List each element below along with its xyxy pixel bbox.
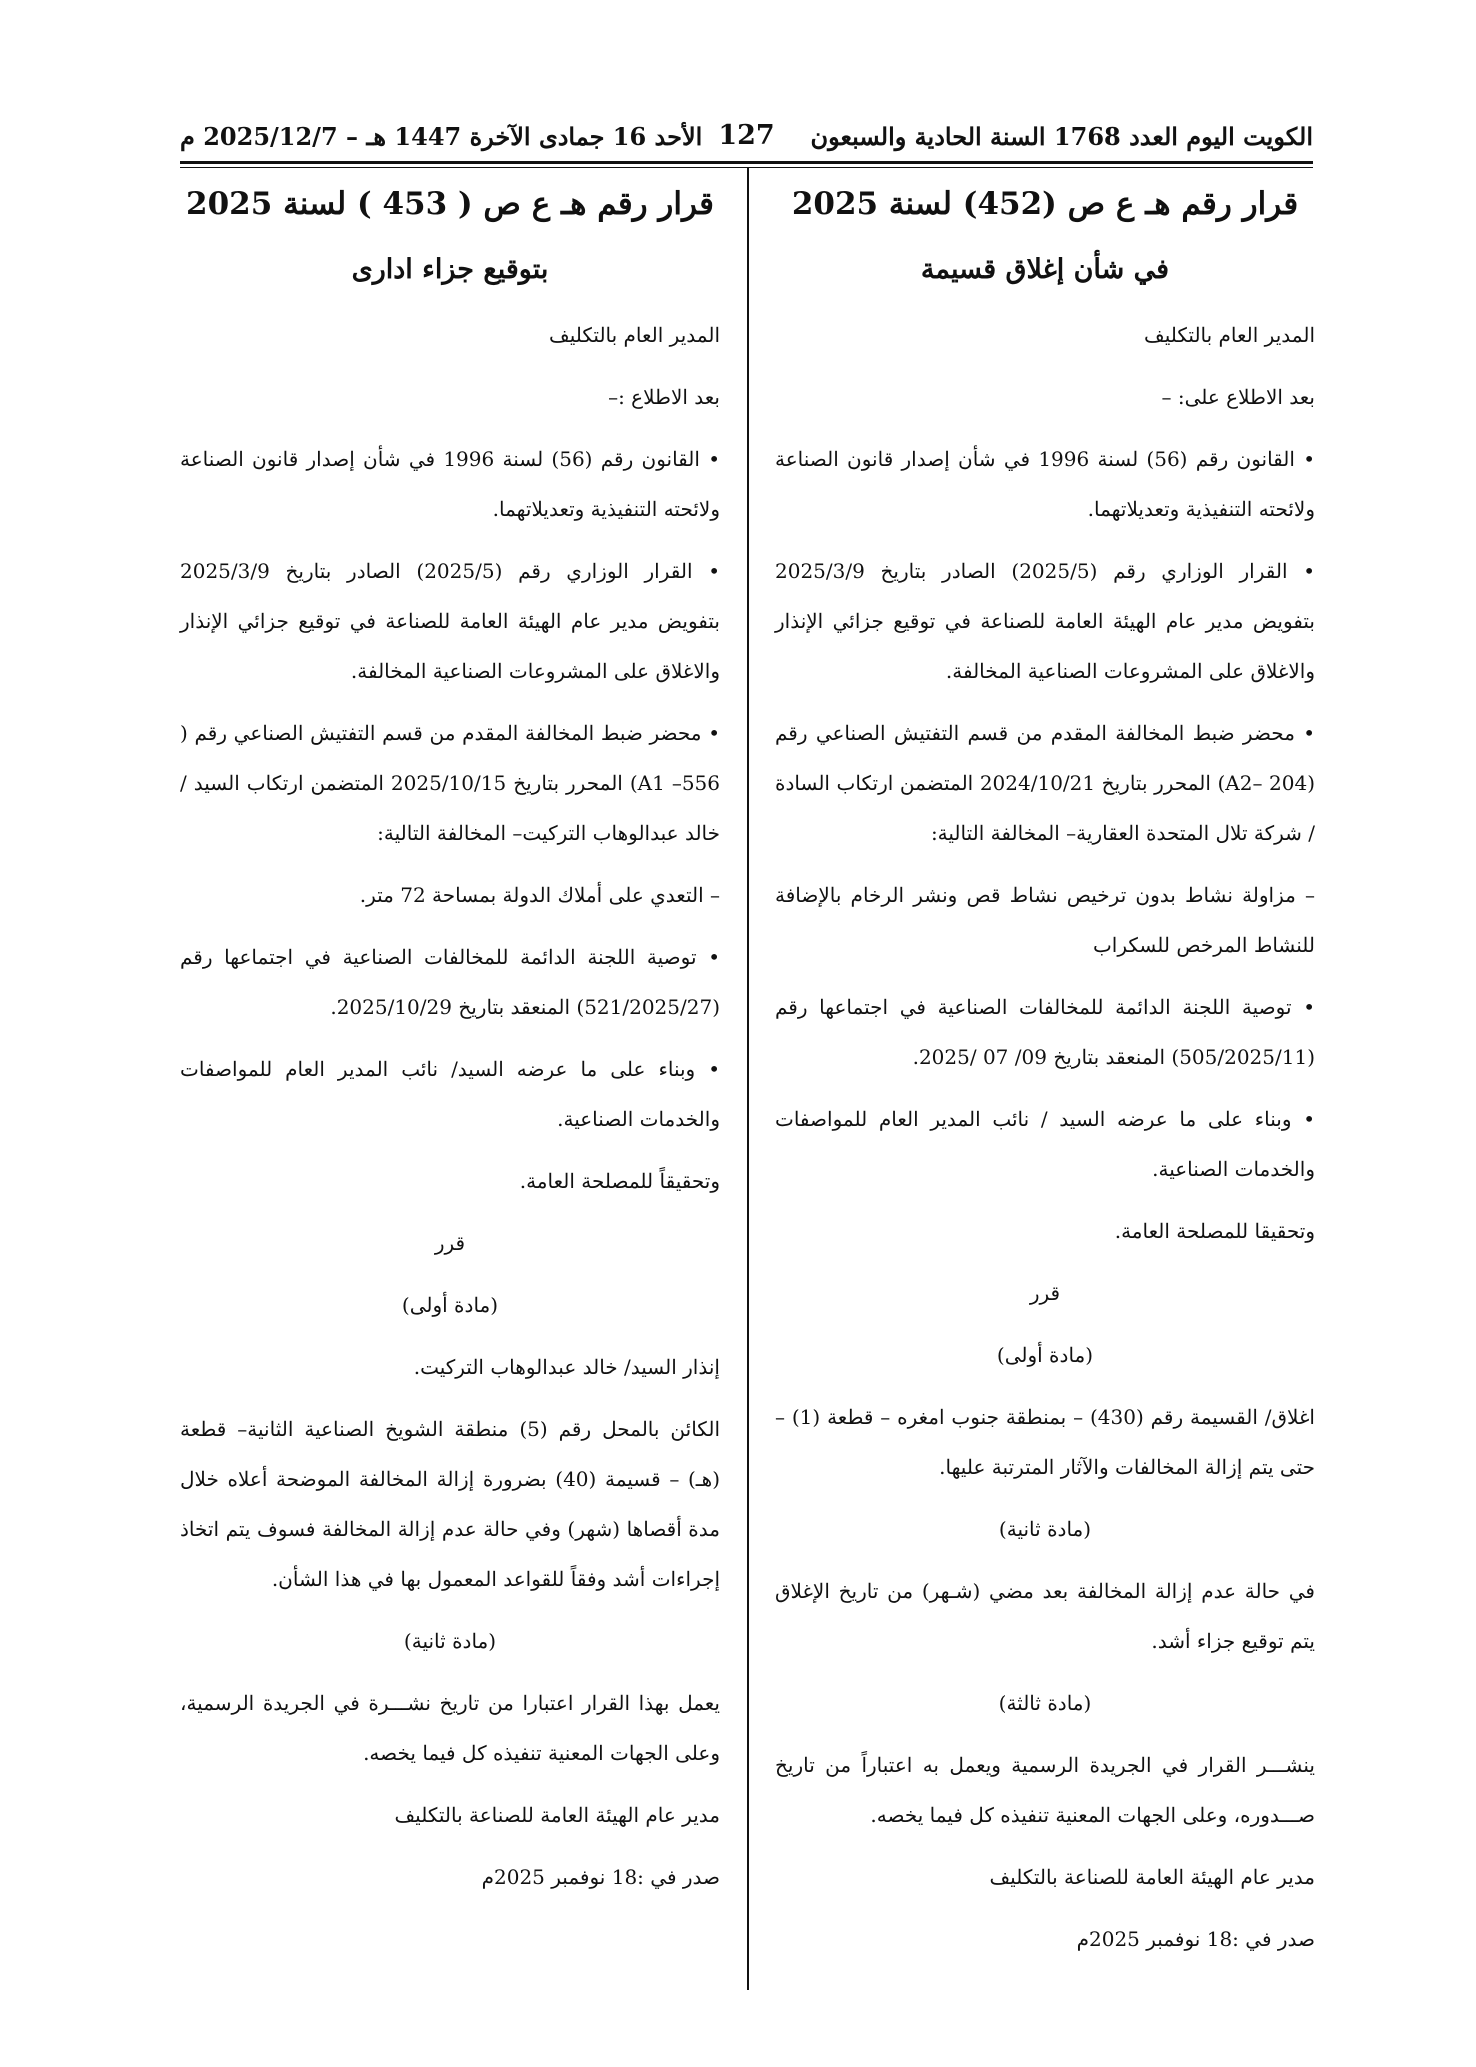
page-header xyxy=(180,118,1313,166)
header-page-number: 127 xyxy=(718,120,775,151)
preamble-line: بعد الاطلاع :– xyxy=(608,385,720,409)
recital-committee: • توصية اللجنة الدائمة للمخالفات الصناعية في اجتماعها رقم (521/2025/27) المنعقد بتاريخ 2025/10/29. xyxy=(180,945,720,1019)
decision-title: قرار رقم هـ ع ص (452) لسنة 2025 xyxy=(791,186,1299,222)
recital-violation-report: • محضر ضبط المخالفة المقدم من قسم التفتيش الصناعي رقم (A2– 204) المحرر بتاريخ 2024/10/21 المتضمن ارتكاب السادة / شركة تلال المتحدة العقارية– المخالفة التالية: xyxy=(775,721,1316,845)
header-issue-info: الكويت اليوم العدد 1768 السنة الحادية والسبعون xyxy=(810,122,1313,151)
decision-452-column xyxy=(775,180,1315,1976)
public-interest-line: وتحقيقا للمصلحة العامة. xyxy=(1114,1219,1315,1243)
article-1-heading: (مادة أولى) xyxy=(996,1343,1094,1367)
column-divider xyxy=(747,168,749,1990)
article-2-text: في حالة عدم إزالة المخالفة بعد مضي (شـهر) من تاريخ الإغلاق يتم توقيع جزاء أشد. xyxy=(775,1579,1315,1653)
article-3-text: ينشـــر القرار في الجريدة الرسمية ويعمل به اعتباراً من تاريخ صـــدوره، وعلى الجهات المعنية تنفيذه كل فيما يخصه. xyxy=(775,1753,1315,1827)
article-2-text: يعمل بهذا القرار اعتبارا من تاريخ نشـــرة في الجريدة الرسمية، وعلى الجهات المعنية تنفيذه كل فيما يخصه. xyxy=(180,1691,721,1765)
signature-line: مدير عام الهيئة العامة للصناعة بالتكليف xyxy=(989,1865,1315,1889)
article-1-text: الكائن بالمحل رقم (5) منطقة الشويخ الصناعية الثانية– قطعة (هـ) – قسيمة (40) بضرورة إزالة المخالفة الموضحة أعلاه خلال مدة أقصاها (شهر) وفي حالة عدم إزالة المخالفة فسوف يتم اتخاذ إجراءات أشد وفقاً للقواعد المعمول بها في هذا الشأن. xyxy=(180,1417,721,1591)
article-1-warning-line: إنذار السيد/ خالد عبدالوهاب التركيت. xyxy=(413,1355,720,1379)
issue-date-line: صدر في :18 نوفمبر 2025م xyxy=(481,1865,720,1889)
public-interest-line: وتحقيقاً للمصلحة العامة. xyxy=(519,1169,720,1193)
recital-ministerial-decision: • القرار الوزاري رقم (2025/5) الصادر بتاريخ 2025/3/9 بتفويض مدير عام الهيئة العامة للصناعة في توقيع جزائي الإنذار والاغلاق على المشروعات الصناعية المخالفة. xyxy=(180,559,721,683)
issuer-line: المدير العام بالتكليف xyxy=(1144,323,1315,347)
article-3-heading: (مادة ثالثة) xyxy=(998,1691,1092,1715)
issue-date-line: صدر في :18 نوفمبر 2025م xyxy=(1076,1927,1315,1951)
recital-law: • القانون رقم (56) لسنة 1996 في شأن إصدار قانون الصناعة ولائحته التنفيذية وتعديلاتهما. xyxy=(180,447,721,521)
recital-deputy: • وبناء على ما عرضه السيد/ نائب المدير العام للمواصفات والخدمات الصناعية. xyxy=(180,1057,720,1131)
article-2-heading: (مادة ثانية) xyxy=(998,1517,1092,1541)
decision-453-column xyxy=(180,180,720,1914)
violation-description: – مزاولة نشاط بدون ترخيص نشاط قص ونشر الرخام بالإضافة للنشاط المرخص للسكراب xyxy=(775,883,1315,957)
recital-law: • القانون رقم (56) لسنة 1996 في شأن إصدار قانون الصناعة ولائحته التنفيذية وتعديلاتهما. xyxy=(775,447,1316,521)
decision-title: قرار رقم هـ ع ص ( 453 ) لسنة 2025 xyxy=(186,186,714,222)
header-date: الأحد 16 جمادى الآخرة 1447 هـ – 2025/12/7 م xyxy=(180,122,703,151)
recital-ministerial-decision: • القرار الوزاري رقم (2025/5) الصادر بتاريخ 2025/3/9 بتفويض مدير عام الهيئة العامة للصناعة في توقيع جزائي الإنذار والاغلاق على المشروعات الصناعية المخالفة. xyxy=(775,559,1316,683)
decided-heading: قرر xyxy=(434,1231,466,1255)
signature-line: مدير عام الهيئة العامة للصناعة بالتكليف xyxy=(394,1803,720,1827)
article-2-heading: (مادة ثانية) xyxy=(403,1629,497,1653)
header-rule-thick xyxy=(180,161,1313,164)
article-1-heading: (مادة أولى) xyxy=(401,1293,499,1317)
issuer-line: المدير العام بالتكليف xyxy=(549,323,720,347)
preamble-line: بعد الاطلاع على: – xyxy=(1161,385,1315,409)
article-1-text: اغلاق/ القسيمة رقم (430) – بمنطقة جنوب امغره – قطعة (1) – حتى يتم إزالة المخالفات والآثار المترتبة عليها. xyxy=(775,1405,1315,1479)
recital-committee: • توصية اللجنة الدائمة للمخالفات الصناعية في اجتماعها رقم (505/2025/11) المنعقد بتاريخ 09/ 07 /2025. xyxy=(775,995,1315,1069)
decision-subtitle: في شأن إغلاق قسيمة xyxy=(920,254,1170,285)
decision-subtitle: بتوقيع جزاء اداری xyxy=(351,254,549,285)
violation-description: – التعدي على أملاك الدولة بمساحة 72 متر. xyxy=(359,883,720,907)
recital-deputy: • وبناء على ما عرضه السيد / نائب المدير العام للمواصفات والخدمات الصناعية. xyxy=(775,1107,1315,1181)
recital-violation-report: • محضر ضبط المخالفة المقدم من قسم التفتيش الصناعي رقم ( A1 –556) المحرر بتاريخ 2025/10/15 المتضمن ارتكاب السيد / خالد عبدالوهاب التركيت– المخالفة التالية: xyxy=(180,721,720,845)
decided-heading: قرر xyxy=(1029,1281,1061,1305)
